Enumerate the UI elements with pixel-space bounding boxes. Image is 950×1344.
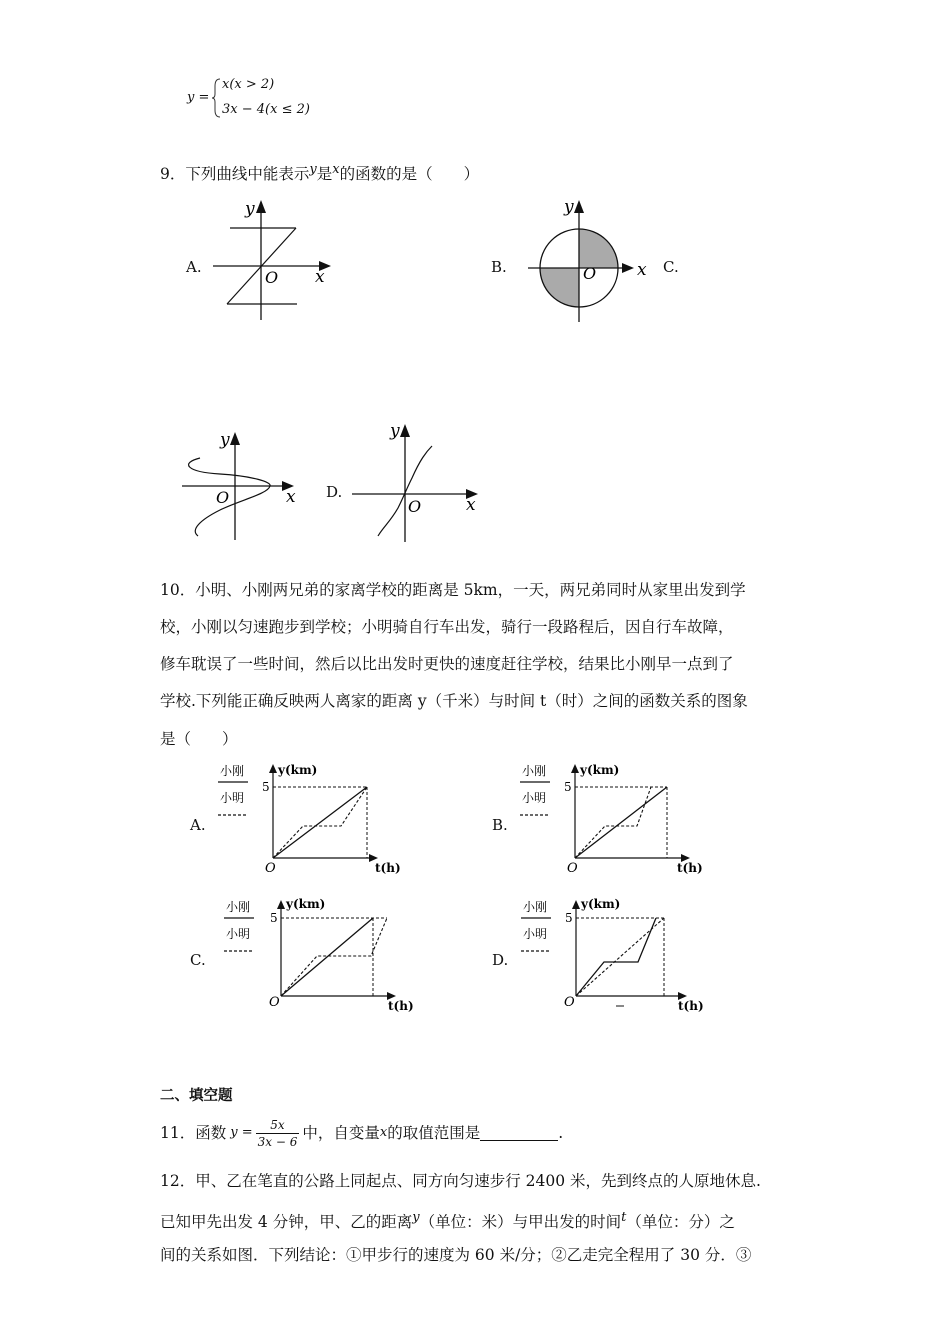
- q10b-line-xiaoming: [575, 787, 651, 858]
- q12-line-3: 间的关系如图．下列结论：①甲步行的速度为 60 米/分；②乙走完全程用了 30 分．③: [160, 1246, 752, 1264]
- q10b-y-tick: 5: [564, 780, 572, 794]
- q10d-line-xiaoming: [576, 918, 656, 996]
- q10d-x-label: t(h): [678, 999, 704, 1013]
- q11-denominator: 3x − 6: [257, 1134, 298, 1149]
- q11-fraction: [256, 1117, 300, 1150]
- q9-graph-c: [180, 428, 320, 548]
- q10a-x-label: t(h): [375, 861, 401, 875]
- q10d-legend-dashed: 小明: [523, 927, 548, 941]
- q10c-x-label: t(h): [388, 999, 414, 1013]
- q10-option-c[interactable]: C.: [190, 951, 206, 969]
- piecewise-case2: 3x − 4(x ≤ 2): [222, 102, 310, 117]
- q10b-origin: O: [567, 861, 578, 876]
- q10b-legend-dashed: 小明: [522, 791, 547, 805]
- q10a-y-label: y(km): [278, 763, 318, 777]
- q11-text-c: 的取值范围是: [387, 1124, 481, 1142]
- q10b-x-label: t(h): [677, 861, 703, 875]
- q9b-axis-x: x: [637, 260, 647, 280]
- q12-var-y: y: [412, 1210, 420, 1225]
- q10-line-5: 是（ ）: [160, 730, 238, 748]
- q10b-legend-solid: 小刚: [522, 764, 547, 778]
- q12-text-2c: （单位：分）之: [626, 1213, 735, 1232]
- q12-number: 12．: [160, 1172, 196, 1190]
- q9b-axis-y: y: [564, 197, 574, 217]
- q12-text-1: 甲、乙在笔直的公路上同起点、同方向匀速步行 2400 米，先到终点的人原地休息.: [195, 1172, 761, 1190]
- q10b-y-label: y(km): [580, 763, 620, 777]
- q9b-origin: O: [583, 264, 597, 283]
- q10-graph-c: [223, 896, 423, 1016]
- q10c-line-xiaoming: [281, 918, 387, 996]
- q9-text-b: 是: [316, 165, 333, 184]
- q11-number: 11．: [160, 1124, 196, 1142]
- q10-line-4: 学校.下列能正确反映两人离家的距离 y（千米）与时间 t（时）之间的函数关系的图象: [160, 692, 748, 710]
- q9a-axis-y: y: [245, 199, 255, 219]
- q9-option-a[interactable]: A.: [186, 258, 202, 276]
- q10d-y-label: y(km): [581, 897, 621, 911]
- q10-graph-b: [517, 760, 717, 880]
- q9-graph-b: [520, 194, 670, 324]
- q10a-y-tick: 5: [262, 780, 270, 794]
- q10c-y-tick: 5: [270, 911, 278, 925]
- q10-option-a[interactable]: A.: [190, 816, 206, 834]
- piecewise-case1: x(x > 2): [222, 77, 275, 92]
- q10-line-3: 修车耽误了一些时间，然后以比出发时更快的速度赶往学校，结果比小刚早一点到了: [160, 655, 734, 673]
- q9d-axis-y: y: [390, 421, 400, 441]
- q12-line-1: [160, 1171, 761, 1191]
- q12-var-t: t: [621, 1210, 627, 1225]
- q10-number: 10．: [160, 581, 196, 599]
- q10-option-b[interactable]: B.: [492, 816, 508, 834]
- q10c-legend-dashed: 小明: [226, 927, 251, 941]
- q11-stem: [160, 1116, 563, 1150]
- q10c-legend-solid: 小刚: [226, 900, 251, 914]
- q10-line-2: 校，小刚以匀速跑步到学校；小明骑自行车出发，骑行一段路程后，因自行车故障，: [160, 618, 734, 636]
- q9-number: 9．: [160, 165, 186, 184]
- q10c-origin: O: [269, 995, 280, 1010]
- q9d-axis-x: x: [466, 495, 476, 515]
- q10c-line-xiaogang: [281, 918, 373, 996]
- q11-formula-lhs: y =: [230, 1125, 253, 1140]
- q9-var-x: x: [332, 162, 340, 177]
- q12-text-2b: （单位：米）与甲出发的时间: [419, 1213, 622, 1232]
- q11-text-b: 中，自变量: [302, 1124, 380, 1142]
- q10-graph-a: [215, 760, 415, 880]
- q12-line-2: [160, 1208, 735, 1232]
- q11-answer-blank[interactable]: [480, 1126, 558, 1141]
- q11-text-a: 函数: [195, 1124, 227, 1142]
- q9a-origin: O: [265, 268, 279, 287]
- q10a-legend-solid: 小刚: [220, 764, 245, 778]
- q12-text-2a: 已知甲先出发 4 分钟，甲、乙的距离: [160, 1213, 413, 1232]
- q10a-line-xiaogang: [273, 787, 367, 858]
- q9-graph-d: [350, 418, 490, 548]
- q10-text-1: 小明、小刚两兄弟的家离学校的距离是 5km，一天，两兄弟同时从家里出发到学: [195, 581, 746, 599]
- q10b-line-xiaogang: [575, 787, 667, 858]
- q9-option-c[interactable]: C.: [663, 258, 679, 276]
- q10d-legend-solid: 小刚: [523, 900, 548, 914]
- q10d-y-tick: 5: [565, 911, 573, 925]
- q9-var-y: y: [309, 162, 317, 177]
- q9d-origin: O: [408, 497, 422, 516]
- q10-graph-d: [520, 896, 720, 1016]
- q9-text-c: 的函数的是（ ）: [339, 165, 480, 184]
- q9c-origin: O: [216, 488, 230, 507]
- q11-var: x: [379, 1125, 388, 1140]
- q9a-axis-x: x: [315, 267, 325, 287]
- q10-line-1: [160, 580, 746, 600]
- q10d-origin: O: [564, 995, 575, 1010]
- section-title: 二、填空题: [160, 1088, 233, 1104]
- brace-icon: [212, 78, 222, 118]
- q10c-y-label: y(km): [286, 897, 326, 911]
- q10a-origin: O: [265, 861, 276, 876]
- q9-graph-a: [205, 196, 345, 326]
- q9c-axis-y: y: [220, 430, 230, 450]
- q11-end: .: [558, 1124, 564, 1142]
- q11-numerator: 5x: [256, 1117, 300, 1134]
- q10-option-d[interactable]: D.: [492, 951, 509, 969]
- q9-text-a: 下列曲线中能表示: [185, 165, 310, 184]
- q10a-legend-dashed: 小明: [220, 791, 245, 805]
- q9c-axis-x: x: [286, 487, 296, 507]
- q9-option-d[interactable]: D.: [326, 483, 343, 501]
- q9-option-b[interactable]: B.: [491, 258, 507, 276]
- q9-stem: [160, 160, 479, 184]
- piecewise-lhs: y =: [187, 90, 210, 105]
